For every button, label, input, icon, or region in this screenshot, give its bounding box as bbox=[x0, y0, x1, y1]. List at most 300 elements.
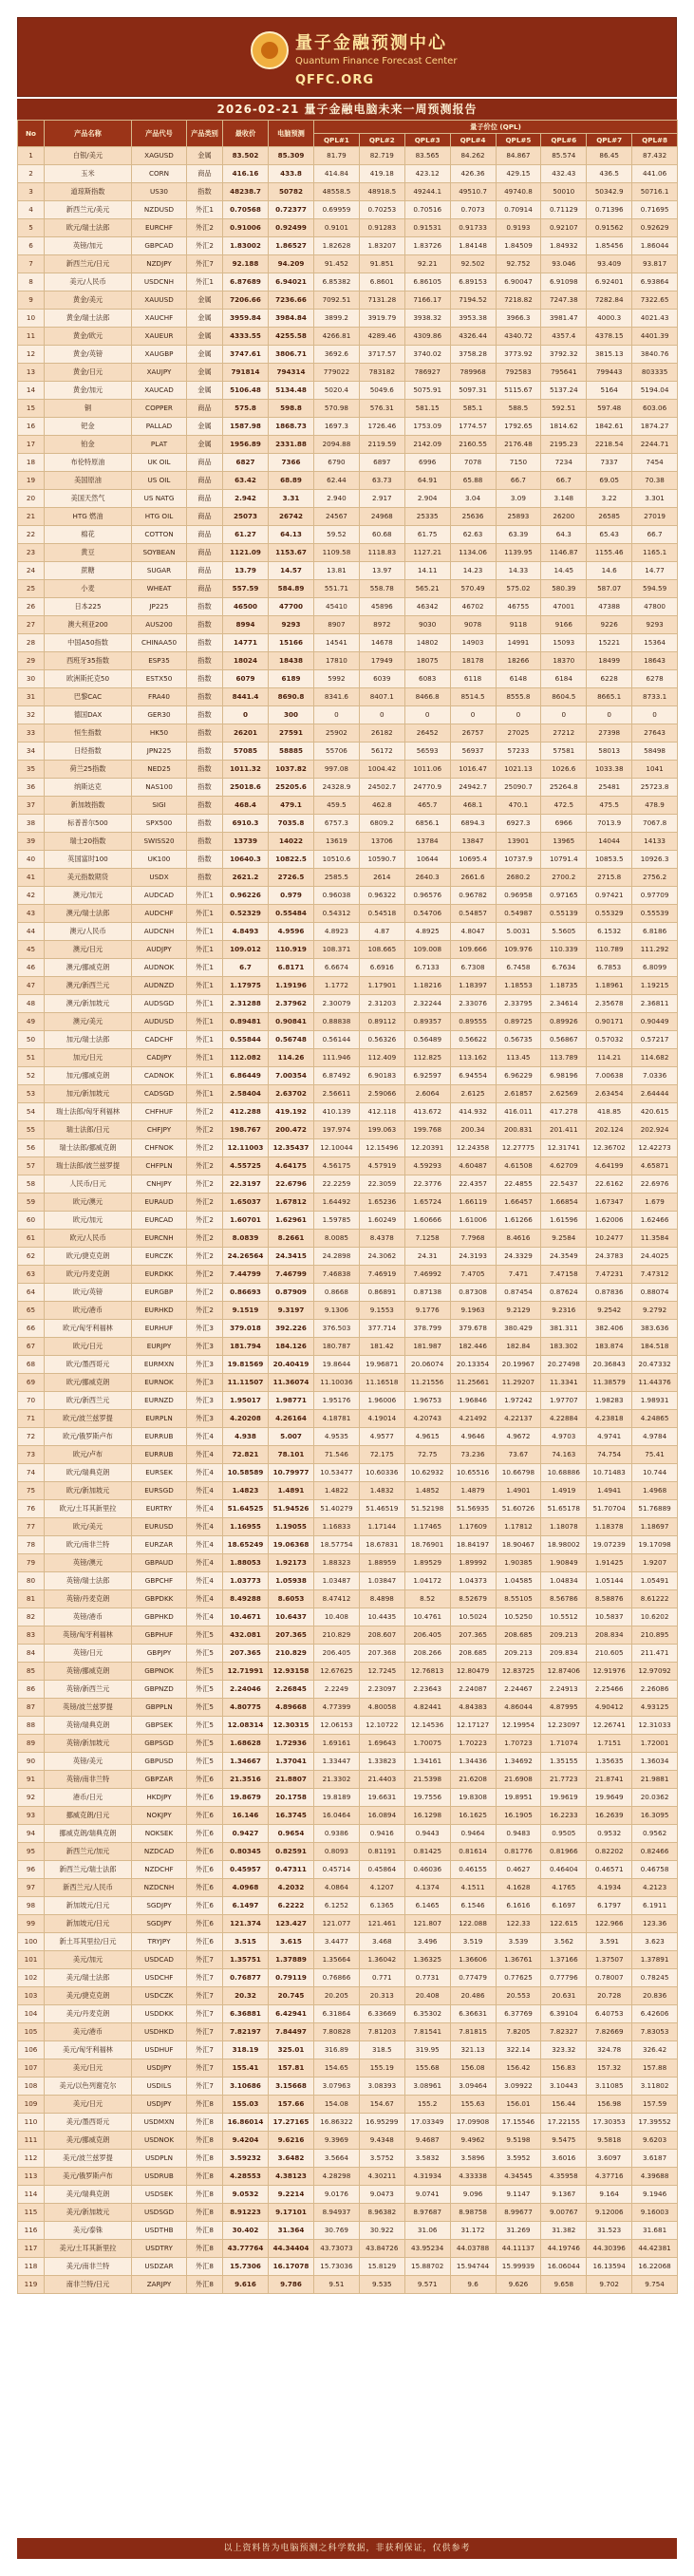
predicted-price: 114.26 bbox=[269, 1049, 314, 1067]
product-category: 外汇2 bbox=[187, 1103, 223, 1121]
qpl-value-8: 202.924 bbox=[632, 1121, 678, 1139]
qpl-value-1: 0.96038 bbox=[314, 887, 360, 905]
predicted-price: 15166 bbox=[269, 634, 314, 652]
qpl-value-4: 56937 bbox=[450, 743, 496, 761]
disclaimer-footer: 以上资料皆为电脑预测之科学数据，非获利保证，仅供参考 bbox=[17, 2538, 677, 2559]
product-name: 欧元/英镑 bbox=[45, 1284, 132, 1302]
product-category: 外汇3 bbox=[187, 1320, 223, 1338]
qpl-value-6: 592.51 bbox=[541, 400, 587, 418]
qpl-value-5: 9.2129 bbox=[496, 1302, 541, 1320]
forecast-table bbox=[17, 120, 678, 2294]
qpl-value-4: 4.1511 bbox=[450, 1879, 496, 1897]
qpl-value-2: 1.88959 bbox=[359, 1554, 404, 1572]
qpl-value-4: 16.1625 bbox=[450, 1807, 496, 1825]
qpl-value-4: 1.66119 bbox=[450, 1194, 496, 1212]
row-number: 57 bbox=[18, 1157, 45, 1175]
predicted-price: 11.36074 bbox=[269, 1374, 314, 1392]
qpl-value-2: 1.17144 bbox=[359, 1518, 404, 1536]
row-number: 67 bbox=[18, 1338, 45, 1356]
qpl-value-2: 10590.7 bbox=[359, 851, 404, 869]
product-category: 商品 bbox=[187, 490, 223, 508]
row-number: 73 bbox=[18, 1446, 45, 1464]
row-number: 100 bbox=[18, 1933, 45, 1951]
qpl-value-7: 1.67347 bbox=[587, 1194, 632, 1212]
qpl-value-5: 3.5952 bbox=[496, 2150, 541, 2168]
qpl-value-3: 10.62932 bbox=[404, 1464, 450, 1482]
table-row bbox=[18, 1572, 678, 1590]
product-category: 外汇4 bbox=[187, 1590, 223, 1608]
qpl-value-6: 201.411 bbox=[541, 1121, 587, 1139]
qpl-value-1: 1.16833 bbox=[314, 1518, 360, 1536]
qpl-value-4: 0.54857 bbox=[450, 905, 496, 923]
qpl-value-8: 87.432 bbox=[632, 147, 678, 165]
qpl-value-2: 3717.57 bbox=[359, 346, 404, 364]
product-category: 外汇1 bbox=[187, 1085, 223, 1103]
qpl-value-4: 15.94744 bbox=[450, 2258, 496, 2276]
predicted-price: 0.72377 bbox=[269, 201, 314, 219]
product-code: NZDJPY bbox=[132, 255, 187, 273]
qpl-value-7: 1.05144 bbox=[587, 1572, 632, 1590]
qpl-value-2: 1.36042 bbox=[359, 1951, 404, 1969]
table-row bbox=[18, 1338, 678, 1356]
qpl-value-1: 9.3969 bbox=[314, 2132, 360, 2150]
close-price: 1.4823 bbox=[223, 1482, 269, 1500]
qpl-value-4: 182.446 bbox=[450, 1338, 496, 1356]
qpl-value-7: 183.874 bbox=[587, 1338, 632, 1356]
close-price: 379.018 bbox=[223, 1320, 269, 1338]
qpl-value-1: 206.405 bbox=[314, 1645, 360, 1663]
qpl-value-2: 8972 bbox=[359, 616, 404, 634]
qpl-value-1: 779022 bbox=[314, 364, 360, 382]
qpl-value-5: 182.84 bbox=[496, 1338, 541, 1356]
product-code: USDTHB bbox=[132, 2222, 187, 2240]
qpl-value-2: 12.10722 bbox=[359, 1717, 404, 1735]
qpl-value-8: 3.623 bbox=[632, 1933, 678, 1951]
qpl-value-4: 25636 bbox=[450, 508, 496, 526]
qpl-value-1: 8907 bbox=[314, 616, 360, 634]
predicted-price: 24.3415 bbox=[269, 1248, 314, 1266]
product-code: CORN bbox=[132, 165, 187, 183]
qpl-value-2: 51.46519 bbox=[359, 1500, 404, 1518]
table-row bbox=[18, 1626, 678, 1645]
qpl-value-2: 4.87 bbox=[359, 923, 404, 941]
qpl-value-3: 0.54706 bbox=[404, 905, 450, 923]
table-row bbox=[18, 1663, 678, 1681]
qpl-value-2: 1.96006 bbox=[359, 1392, 404, 1410]
product-code: SGDJPY bbox=[132, 1915, 187, 1933]
qpl-value-1: 1.64492 bbox=[314, 1194, 360, 1212]
predicted-price: 7236.66 bbox=[269, 291, 314, 310]
product-category: 外汇2 bbox=[187, 1230, 223, 1248]
product-category: 外汇2 bbox=[187, 1248, 223, 1266]
predicted-price: 12.93158 bbox=[269, 1663, 314, 1681]
qpl-value-6: 0 bbox=[541, 706, 587, 724]
row-number: 59 bbox=[18, 1194, 45, 1212]
table-row bbox=[18, 941, 678, 959]
row-number: 60 bbox=[18, 1212, 45, 1230]
qpl-value-1: 9.1306 bbox=[314, 1302, 360, 1320]
qpl-value-7: 21.8741 bbox=[587, 1771, 632, 1789]
close-price: 4.8493 bbox=[223, 923, 269, 941]
qpl-value-1: 1109.58 bbox=[314, 544, 360, 562]
row-number: 71 bbox=[18, 1410, 45, 1428]
close-price: 557.59 bbox=[223, 580, 269, 598]
table-row bbox=[18, 1356, 678, 1374]
qpl-value-4: 155.63 bbox=[450, 2096, 496, 2114]
qpl-value-4: 0 bbox=[450, 706, 496, 724]
qpl-value-8: 27019 bbox=[632, 508, 678, 526]
table-row bbox=[18, 1608, 678, 1626]
close-price: 0.45957 bbox=[223, 1861, 269, 1879]
row-number: 99 bbox=[18, 1915, 45, 1933]
close-price: 198.767 bbox=[223, 1121, 269, 1139]
row-number: 51 bbox=[18, 1049, 45, 1067]
qpl-value-8: 383.636 bbox=[632, 1320, 678, 1338]
product-name: 欧元/南非兰特 bbox=[45, 1536, 132, 1554]
predicted-price: 157.66 bbox=[269, 2096, 314, 2114]
qpl-value-1: 1.59785 bbox=[314, 1212, 360, 1230]
qpl-value-8: 8733.1 bbox=[632, 688, 678, 706]
table-row bbox=[18, 2150, 678, 2168]
qpl-value-1: 2.56611 bbox=[314, 1085, 360, 1103]
table-row bbox=[18, 147, 678, 165]
product-code: XAUCAD bbox=[132, 382, 187, 400]
qpl-value-3: 581.15 bbox=[404, 400, 450, 418]
qpl-value-6: 0.97165 bbox=[541, 887, 587, 905]
predicted-price: 9293 bbox=[269, 616, 314, 634]
qpl-value-1: 7.80828 bbox=[314, 2023, 360, 2041]
qpl-value-4: 13847 bbox=[450, 833, 496, 851]
qpl-value-4: 21.6208 bbox=[450, 1771, 496, 1789]
qpl-value-3: 1.04172 bbox=[404, 1572, 450, 1590]
qpl-value-5: 4.34545 bbox=[496, 2168, 541, 2186]
row-number: 12 bbox=[18, 346, 45, 364]
qpl-value-3: 1.96753 bbox=[404, 1392, 450, 1410]
close-price: 207.365 bbox=[223, 1645, 269, 1663]
qpl-value-2: 24968 bbox=[359, 508, 404, 526]
product-category: 外汇8 bbox=[187, 2204, 223, 2222]
product-code: EURCNH bbox=[132, 1230, 187, 1248]
qpl-value-3: 0.70516 bbox=[404, 201, 450, 219]
qpl-value-5: 3773.92 bbox=[496, 346, 541, 364]
row-number: 78 bbox=[18, 1536, 45, 1554]
qpl-value-1: 6790 bbox=[314, 454, 360, 472]
col-header-qpl-3: QPL#3 bbox=[404, 134, 450, 147]
qpl-value-8: 18643 bbox=[632, 652, 678, 670]
qpl-value-1: 51.40279 bbox=[314, 1500, 360, 1518]
qpl-value-2: 22.3059 bbox=[359, 1175, 404, 1194]
qpl-value-1: 376.503 bbox=[314, 1320, 360, 1338]
qpl-value-7: 3815.13 bbox=[587, 346, 632, 364]
product-category: 外汇3 bbox=[187, 1374, 223, 1392]
qpl-value-6: 8.56786 bbox=[541, 1590, 587, 1608]
qpl-value-6: 3981.47 bbox=[541, 310, 587, 328]
qpl-value-8: 441.06 bbox=[632, 165, 678, 183]
qpl-value-8: 1.36034 bbox=[632, 1753, 678, 1771]
qpl-value-6: 1.04834 bbox=[541, 1572, 587, 1590]
qpl-value-3: 9.571 bbox=[404, 2276, 450, 2294]
qpl-value-8: 17.39552 bbox=[632, 2114, 678, 2132]
predicted-price: 1.37041 bbox=[269, 1753, 314, 1771]
qpl-value-4: 3.04 bbox=[450, 490, 496, 508]
qpl-value-5: 8.4616 bbox=[496, 1230, 541, 1248]
qpl-value-1: 45410 bbox=[314, 598, 360, 616]
qpl-value-5: 57233 bbox=[496, 743, 541, 761]
close-price: 18.65249 bbox=[223, 1536, 269, 1554]
close-price: 13.79 bbox=[223, 562, 269, 580]
close-price: 2.942 bbox=[223, 490, 269, 508]
product-name: 英镑/波兰兹罗提 bbox=[45, 1699, 132, 1717]
product-code: AUDNZD bbox=[132, 977, 187, 995]
qpl-value-6: 0.89926 bbox=[541, 1013, 587, 1031]
row-number: 35 bbox=[18, 761, 45, 779]
table-row bbox=[18, 2186, 678, 2204]
product-code: NOKSEK bbox=[132, 1825, 187, 1843]
qpl-value-1: 20.205 bbox=[314, 1987, 360, 2005]
product-category: 金属 bbox=[187, 310, 223, 328]
qpl-value-8: 66.7 bbox=[632, 526, 678, 544]
product-name: 德国DAX bbox=[45, 706, 132, 724]
product-code: NAS100 bbox=[132, 779, 187, 797]
product-category: 外汇1 bbox=[187, 273, 223, 291]
qpl-value-4: 14903 bbox=[450, 634, 496, 652]
qpl-value-3: 43.95234 bbox=[404, 2240, 450, 2258]
qpl-value-1: 4.28298 bbox=[314, 2168, 360, 2186]
qpl-value-6: 183.302 bbox=[541, 1338, 587, 1356]
close-price: 16.146 bbox=[223, 1807, 269, 1825]
qpl-value-6: 26200 bbox=[541, 508, 587, 526]
qpl-value-7: 1.4941 bbox=[587, 1482, 632, 1500]
product-name: 美元/泰铢 bbox=[45, 2222, 132, 2240]
qpl-value-7: 7013.9 bbox=[587, 815, 632, 833]
close-price: 0.91006 bbox=[223, 219, 269, 237]
qpl-value-5: 122.33 bbox=[496, 1915, 541, 1933]
row-number: 106 bbox=[18, 2041, 45, 2059]
qpl-value-3: 0.81425 bbox=[404, 1843, 450, 1861]
close-price: 575.8 bbox=[223, 400, 269, 418]
predicted-price: 392.226 bbox=[269, 1320, 314, 1338]
predicted-price: 0.92499 bbox=[269, 219, 314, 237]
qpl-value-2: 108.665 bbox=[359, 941, 404, 959]
qpl-value-2: 15.8129 bbox=[359, 2258, 404, 2276]
product-name: 英镑/新西兰元 bbox=[45, 1681, 132, 1699]
product-name: 美元/港币 bbox=[45, 2023, 132, 2041]
qpl-value-2: 2.59066 bbox=[359, 1085, 404, 1103]
qpl-value-5: 12.19954 bbox=[496, 1717, 541, 1735]
qpl-value-3: 1.89529 bbox=[404, 1554, 450, 1572]
qpl-value-7: 210.605 bbox=[587, 1645, 632, 1663]
qpl-value-4: 17.09908 bbox=[450, 2114, 496, 2132]
qpl-value-3: 0.46036 bbox=[404, 1861, 450, 1879]
qpl-value-4: 200.34 bbox=[450, 1121, 496, 1139]
qpl-value-8: 0.97709 bbox=[632, 887, 678, 905]
col-header-qpl-1: QPL#1 bbox=[314, 134, 360, 147]
qpl-value-5: 0 bbox=[496, 706, 541, 724]
product-code: USDCAD bbox=[132, 1951, 187, 1969]
row-number: 30 bbox=[18, 670, 45, 688]
row-number: 43 bbox=[18, 905, 45, 923]
predicted-price: 8.6053 bbox=[269, 1590, 314, 1608]
qpl-value-2: 1.03847 bbox=[359, 1572, 404, 1590]
product-code: GBPCAD bbox=[132, 237, 187, 255]
row-number: 61 bbox=[18, 1230, 45, 1248]
qpl-value-6: 3.562 bbox=[541, 1933, 587, 1951]
product-name: 黄金/瑞士法郎 bbox=[45, 310, 132, 328]
product-name: 巴黎CAC bbox=[45, 688, 132, 706]
qpl-value-2: 2119.59 bbox=[359, 436, 404, 454]
qpl-value-1: 13619 bbox=[314, 833, 360, 851]
qpl-value-1: 7.46838 bbox=[314, 1266, 360, 1284]
product-name: 欧元/美元 bbox=[45, 1518, 132, 1536]
row-number: 81 bbox=[18, 1590, 45, 1608]
product-code: HTG OIL bbox=[132, 508, 187, 526]
qpl-value-1: 12.10044 bbox=[314, 1139, 360, 1157]
qpl-value-6: 6.7634 bbox=[541, 959, 587, 977]
product-category: 指数 bbox=[187, 724, 223, 743]
close-price: 72.821 bbox=[223, 1446, 269, 1464]
qpl-value-4: 11.25661 bbox=[450, 1374, 496, 1392]
product-category: 外汇6 bbox=[187, 1861, 223, 1879]
qpl-value-6: 7.47158 bbox=[541, 1266, 587, 1284]
row-number: 86 bbox=[18, 1681, 45, 1699]
product-code: XAUUSD bbox=[132, 291, 187, 310]
qpl-value-3: 4.9615 bbox=[404, 1428, 450, 1446]
qpl-value-4: 31.172 bbox=[450, 2222, 496, 2240]
qpl-value-2: 24502.7 bbox=[359, 779, 404, 797]
product-name: 美元/瑞典克朗 bbox=[45, 2186, 132, 2204]
product-category: 外汇5 bbox=[187, 1681, 223, 1699]
close-price: 0.52329 bbox=[223, 905, 269, 923]
qpl-value-3: 6083 bbox=[404, 670, 450, 688]
qpl-value-2: 43.84726 bbox=[359, 2240, 404, 2258]
product-name: 钯金 bbox=[45, 418, 132, 436]
table-row bbox=[18, 1302, 678, 1320]
qpl-value-5: 470.1 bbox=[496, 797, 541, 815]
row-number: 91 bbox=[18, 1771, 45, 1789]
qpl-value-3: 1011.06 bbox=[404, 761, 450, 779]
product-code: XAUEUR bbox=[132, 328, 187, 346]
product-category: 外汇3 bbox=[187, 1410, 223, 1428]
qpl-value-8: 0.57217 bbox=[632, 1031, 678, 1049]
qpl-value-6: 11.3341 bbox=[541, 1374, 587, 1392]
qpl-value-3: 208.266 bbox=[404, 1645, 450, 1663]
predicted-price: 2331.88 bbox=[269, 436, 314, 454]
product-name: 欧元/日元 bbox=[45, 1338, 132, 1356]
qpl-value-4: 0.89555 bbox=[450, 1013, 496, 1031]
qpl-value-5: 1.66457 bbox=[496, 1194, 541, 1212]
qpl-value-5: 1021.13 bbox=[496, 761, 541, 779]
qpl-value-1: 6757.3 bbox=[314, 815, 360, 833]
product-category: 外汇2 bbox=[187, 1157, 223, 1175]
qpl-value-8: 2756.2 bbox=[632, 869, 678, 887]
qpl-value-6: 1814.62 bbox=[541, 418, 587, 436]
qpl-value-8: 123.36 bbox=[632, 1915, 678, 1933]
product-category: 指数 bbox=[187, 598, 223, 616]
product-code: USDHKD bbox=[132, 2023, 187, 2041]
product-category: 外汇7 bbox=[187, 1969, 223, 1987]
qpl-value-8: 0.55539 bbox=[632, 905, 678, 923]
brand-name-cn: 量子金融预测中心 bbox=[295, 33, 447, 53]
table-row bbox=[18, 779, 678, 797]
qpl-value-8: 5194.04 bbox=[632, 382, 678, 400]
qpl-value-1: 154.65 bbox=[314, 2059, 360, 2078]
qpl-value-7: 799443 bbox=[587, 364, 632, 382]
row-number: 40 bbox=[18, 851, 45, 869]
qpl-value-2: 1726.46 bbox=[359, 418, 404, 436]
qpl-value-7: 0.91562 bbox=[587, 219, 632, 237]
qpl-value-3: 10.4761 bbox=[404, 1608, 450, 1626]
product-category: 金属 bbox=[187, 291, 223, 310]
product-code: USDDKK bbox=[132, 2005, 187, 2023]
qpl-value-8: 9.754 bbox=[632, 2276, 678, 2294]
close-price: 8441.4 bbox=[223, 688, 269, 706]
row-number: 108 bbox=[18, 2078, 45, 2096]
qpl-value-1: 3.4477 bbox=[314, 1933, 360, 1951]
qpl-value-8: 1.679 bbox=[632, 1194, 678, 1212]
qpl-value-6: 12.23097 bbox=[541, 1717, 587, 1735]
qpl-value-4: 51.56935 bbox=[450, 1500, 496, 1518]
table-row bbox=[18, 1482, 678, 1500]
product-code: CHFJPY bbox=[132, 1121, 187, 1139]
qpl-value-2: 21.4403 bbox=[359, 1771, 404, 1789]
predicted-price: 9.6216 bbox=[269, 2132, 314, 2150]
qpl-value-7: 50342.9 bbox=[587, 183, 632, 201]
qpl-value-3: 14802 bbox=[404, 634, 450, 652]
product-code: AUDNOK bbox=[132, 959, 187, 977]
qpl-value-6: 122.615 bbox=[541, 1915, 587, 1933]
product-category: 外汇8 bbox=[187, 2186, 223, 2204]
product-name: 美元/加元 bbox=[45, 1951, 132, 1969]
qpl-value-3: 423.12 bbox=[404, 165, 450, 183]
row-number: 103 bbox=[18, 1987, 45, 2005]
predicted-price: 7.00354 bbox=[269, 1067, 314, 1085]
product-code: USDTRY bbox=[132, 2240, 187, 2258]
qpl-value-6: 323.32 bbox=[541, 2041, 587, 2059]
product-code: GBPNZD bbox=[132, 1681, 187, 1699]
product-code: GBPDKK bbox=[132, 1590, 187, 1608]
predicted-price: 20.745 bbox=[269, 1987, 314, 2005]
product-code: EURHKD bbox=[132, 1302, 187, 1320]
predicted-price: 14022 bbox=[269, 833, 314, 851]
qpl-value-1: 10.53477 bbox=[314, 1464, 360, 1482]
row-number: 53 bbox=[18, 1085, 45, 1103]
qpl-value-2: 14678 bbox=[359, 634, 404, 652]
qpl-value-8: 10926.3 bbox=[632, 851, 678, 869]
product-name: 英镑/新加坡元 bbox=[45, 1735, 132, 1753]
qpl-value-2: 0.70253 bbox=[359, 201, 404, 219]
qpl-value-3: 8.52 bbox=[404, 1590, 450, 1608]
product-category: 外汇4 bbox=[187, 1464, 223, 1482]
qpl-value-3: 17.03349 bbox=[404, 2114, 450, 2132]
qpl-value-1: 0.9101 bbox=[314, 219, 360, 237]
qpl-value-3: 3.496 bbox=[404, 1933, 450, 1951]
qpl-value-5: 25893 bbox=[496, 508, 541, 526]
qpl-value-6: 6.1697 bbox=[541, 1897, 587, 1915]
qpl-value-8: 4.93125 bbox=[632, 1699, 678, 1717]
row-number: 52 bbox=[18, 1067, 45, 1085]
qpl-value-8: 478.9 bbox=[632, 797, 678, 815]
close-price: 1.83002 bbox=[223, 237, 269, 255]
close-price: 6079 bbox=[223, 670, 269, 688]
qpl-value-8: 4.9784 bbox=[632, 1428, 678, 1446]
product-name: 美元/新加坡元 bbox=[45, 2204, 132, 2222]
predicted-price: 4.26164 bbox=[269, 1410, 314, 1428]
qpl-value-8: 3.6187 bbox=[632, 2150, 678, 2168]
product-name: 港币/日元 bbox=[45, 1789, 132, 1807]
row-number: 75 bbox=[18, 1482, 45, 1500]
qpl-value-8: 58498 bbox=[632, 743, 678, 761]
product-category: 外汇4 bbox=[187, 1482, 223, 1500]
